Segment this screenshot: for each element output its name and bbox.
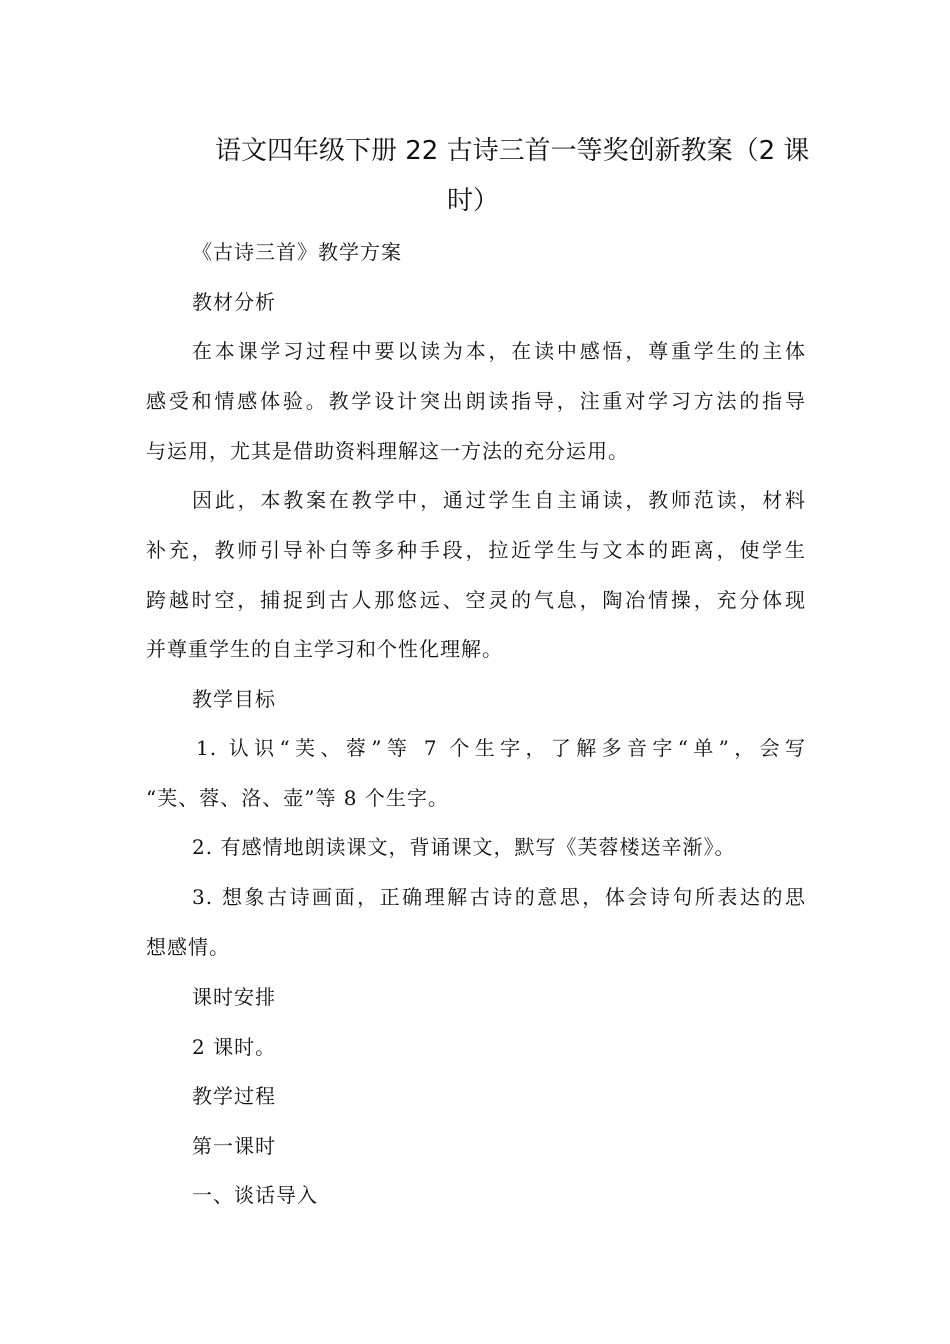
subheading-first-lesson: 第一课时 xyxy=(192,1134,276,1158)
goal-item-1-line: “芙、蓉、洛、壶”等 8 个生字。 xyxy=(146,786,449,810)
section-heading-teaching-goals: 教学目标 xyxy=(192,687,276,711)
paragraph-line: 与运用，尤其是借助资料理解这一方法的充分运用。 xyxy=(146,439,629,463)
paragraph-line: 在本课学习过程中要以读为本，在读中感悟，尊重学生的主体 xyxy=(192,339,806,363)
document-title-line-2: 时） xyxy=(447,186,500,216)
section-heading-schedule: 课时安排 xyxy=(192,985,276,1009)
section-heading-material-analysis: 教材分析 xyxy=(192,290,276,314)
subheading-introduction: 一、谈话导入 xyxy=(192,1183,318,1207)
goal-item-2: 2. 有感情地朗读课文，背诵课文，默写《芙蓉楼送辛渐》。 xyxy=(192,835,736,859)
goal-item-3-line: 想感情。 xyxy=(146,935,230,959)
section-heading-process: 教学过程 xyxy=(192,1084,276,1108)
paragraph-line: 因此，本教案在教学中，通过学生自主诵读，教师范读，材料 xyxy=(192,488,806,512)
section-heading-plan: 《古诗三首》教学方案 xyxy=(192,240,402,264)
schedule-text: 2 课时。 xyxy=(192,1035,277,1059)
goal-item-3-line: 3. 想象古诗画面，正确理解古诗的意思，体会诗句所表达的思 xyxy=(192,885,806,909)
paragraph-line: 跨越时空，捕捉到古人那悠远、空灵的气息，陶冶情操，充分体现 xyxy=(146,588,806,612)
paragraph-line: 补充，教师引导补白等多种手段，拉近学生与文本的距离，使学生 xyxy=(146,538,806,562)
paragraph-line: 并尊重学生的自主学习和个性化理解。 xyxy=(146,637,503,661)
goal-item-1-line: 1. 认识“芙、蓉”等 7 个生字，了解多音字“单”，会写 xyxy=(196,736,806,760)
document-title-line-1: 语文四年级下册 22 古诗三首一等奖创新教案（2 课 xyxy=(215,136,810,166)
paragraph-line: 感受和情感体验。教学设计突出朗读指导，注重对学习方法的指导 xyxy=(146,389,806,413)
